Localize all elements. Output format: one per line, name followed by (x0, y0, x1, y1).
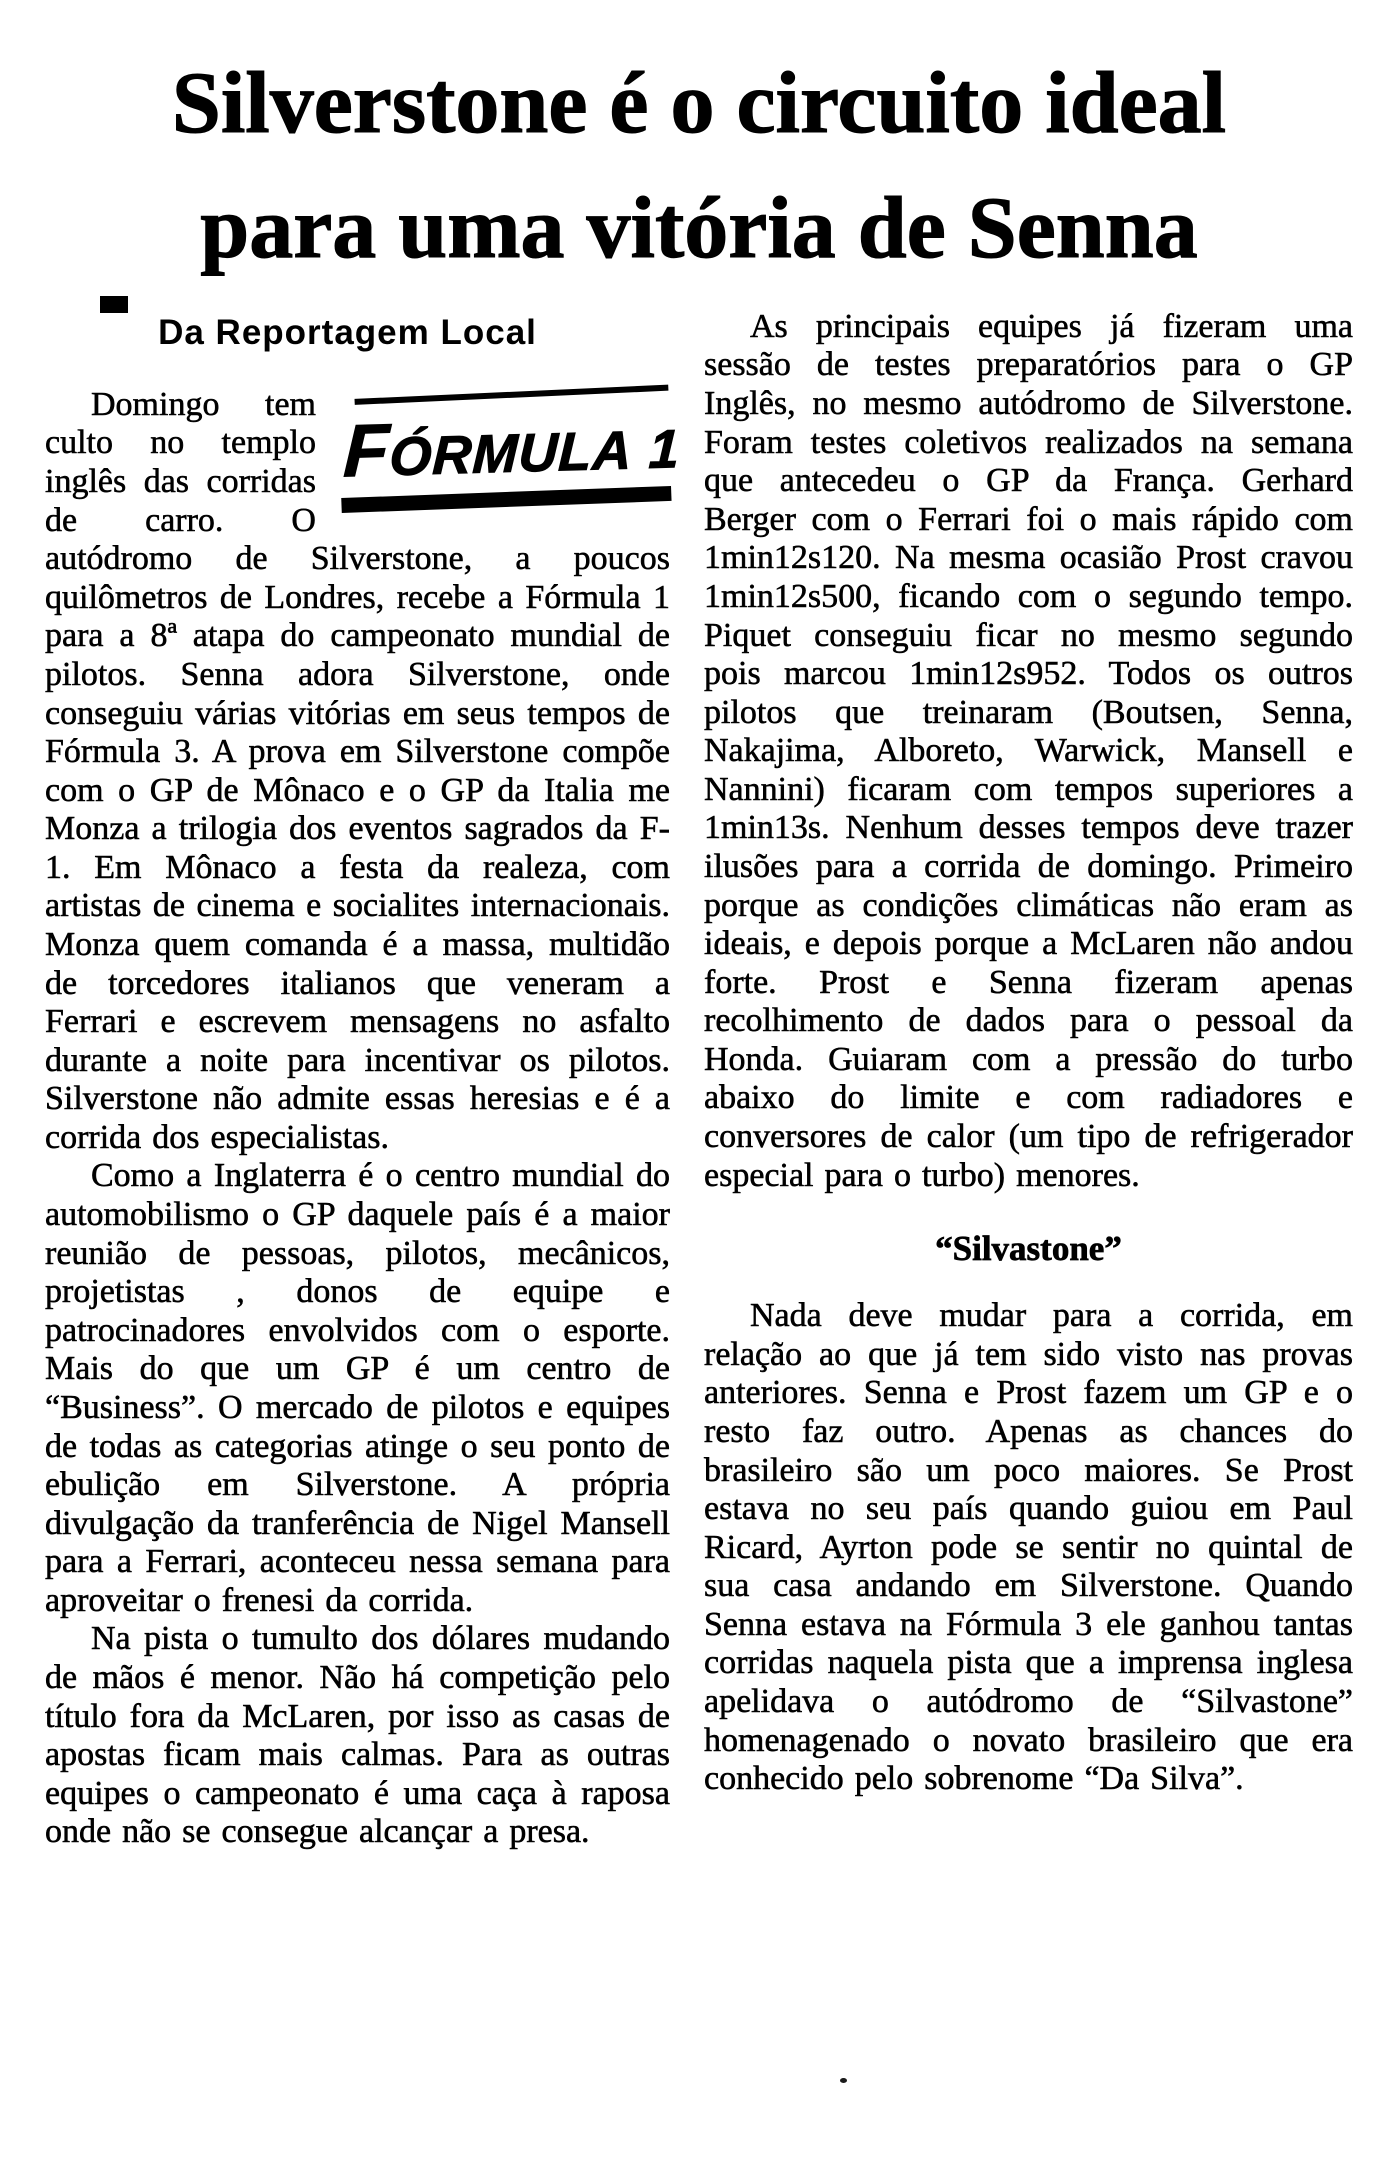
formula1-badge (338, 387, 682, 511)
byline: Da Reportagem Local (158, 312, 537, 352)
article-columns (45, 308, 1353, 1852)
article-headline (55, 42, 1343, 292)
paragraph-2: Como a Inglaterra é o centro mundial do automobilismo o GP daquele país é a maior reunião de pessoas, pilotos, mecânicos, projetistas , donos de equipe e patrocinadores envolvidos com o esporte. Mais do que um GP é um centro de “Business”. O mercado de pilotos e equipes de todas as categorias atinge o seu ponto de ebulição em Silverstone. A própria divulgação da tranferência de Nigel Mansell para a Ferrari, aconteceu nessa semana para aproveitar o frenesi da corrida. (45, 1157, 670, 1619)
formula1-badge-label: FÓRMULA 1 (342, 408, 682, 493)
paragraph-5: Nada deve mudar para a corrida, em relação ao que já tem sido visto nas provas anteriores. Senna e Prost fazem um GP e o resto faz outro. Apenas as chances do brasileiro são um poco maiores. Se Prost estava no seu país quando guiou em Paul Ricard, Ayrton pode se sentir no quintal de sua casa andando em Silverstone. Quando Senna estava na Fórmula 3 ele ganhou tantas corridas naquela pista que a imprensa inglesa apelidava o autódromo de “Silvastone” homenagenado o novato brasileiro que era conhecido pelo sobrenome “Da Silva”. (704, 1297, 1353, 1798)
left-column (45, 308, 682, 1852)
scan-artifact-mark (100, 296, 128, 313)
headline-line-1: Silverstone é o circuito ideal (171, 55, 1227, 152)
subheading-silvastone: “Silvastone” (935, 1229, 1122, 1269)
right-column (704, 308, 1353, 1799)
paragraph-3: Na pista o tumulto dos dólares mudando de mãos é menor. Não há competição pelo título fora da McLaren, por isso as casas de apostas ficam mais calmas. Para as outras equipes o campeonato é uma caça à raposa onde não se consegue alcançar a presa. (45, 1620, 670, 1851)
headline-line-2: para uma vitória de Senna (200, 179, 1198, 277)
paragraph-1-text: Domingo tem culto no templo inglês das corridas de carro. O autódromo de Silverstone, a poucos quilômetros de Londres, recebe a Fórmula 1 para a 8ª atapa do campeonato mundial de pilotos. Senna adora Silverstone, onde conseguiu várias vitórias em seus tempos de Fórmula 3. A prova em Silverstone compõe com o GP de Mônaco e o GP da Italia me Monza a trilogia dos eventos sagrados da F-1. Em Mônaco a festa da realeza, com artistas de cinema e socialites internacionais. Monza quem comanda é a massa, multidão de torcedores italianos que veneram a Ferrari e escrevem mensagens no asfalto durante a noite para incentivar os pilotos. Silverstone não admite essas heresias e é a corrida dos especialistas. (45, 385, 670, 1156)
paragraph-4: As principais equipes já fizeram uma sessão de testes preparatórios para o GP Inglês, no mesmo autódromo de Silverstone. Foram testes coletivos realizados na semana que antecedeu o GP da França. Gerhard Berger com o Ferrari foi o mais rápido com 1min12s120. Na mesma ocasião Prost cravou 1min12s500, ficando com o segundo tempo. Piquet conseguiu ficar no mesmo segundo pois marcou 1min12s952. Todos os outros pilotos que treinaram (Boutsen, Senna, Nakajima, Alboreto, Warwick, Mansell e Nannini) ficaram com tempos superiores a 1min13s. Nenhum desses tempos deve trazer ilusões para a corrida de domingo. Primeiro porque as condições climáticas não eram as ideais, e depois porque a McLaren não andou forte. Prost e Senna fizeram apenas recolhimento de dados para o pessoal da Honda. Guiaram com a pressão do turbo abaixo do limite e com radiadores e conversores de calor (um tipo de refrigerador especial para o turbo) menores. (704, 307, 1353, 1194)
scan-artifact-dot (840, 2078, 847, 2083)
paragraph-1 (45, 385, 682, 1158)
